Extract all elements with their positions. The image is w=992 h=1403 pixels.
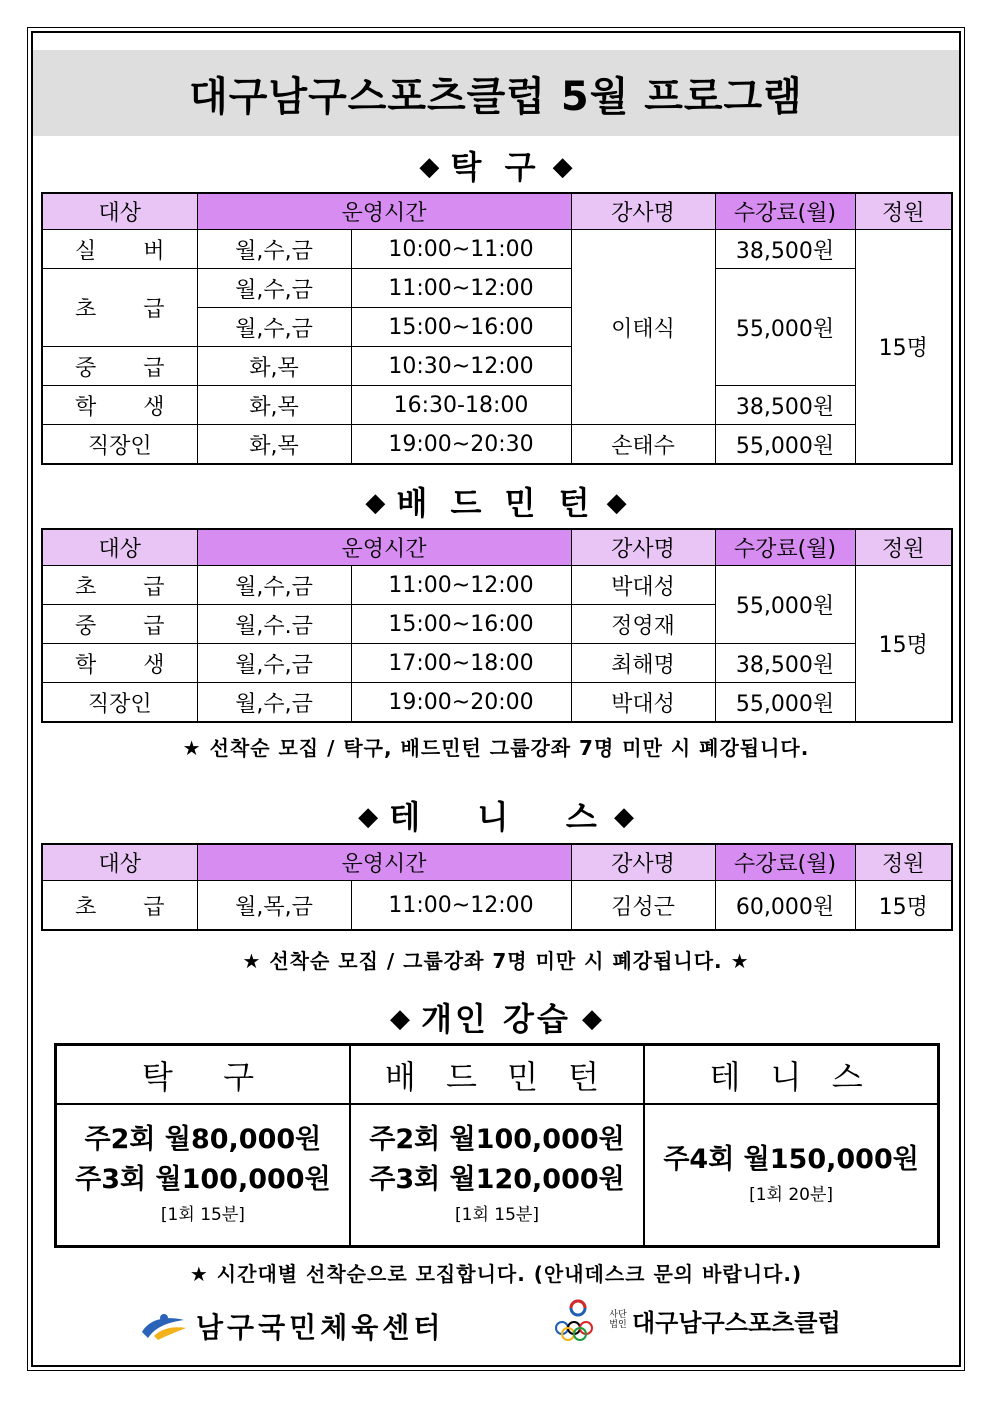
target-cell: 초 급 [42, 566, 197, 605]
instructor-cell: 이태식 [571, 230, 715, 425]
header-instructor: 강사명 [571, 193, 715, 230]
swoosh-logo-icon [140, 1310, 188, 1342]
fee-cell: 60,000원 [715, 881, 855, 931]
fee-cell: 55,000원 [715, 683, 855, 723]
header-fee: 수강료(월) [715, 529, 855, 566]
diamond-icon: ◆ [365, 488, 386, 518]
badminton-note: ★ 선착순 모집 / 탁구, 배드민턴 그룹강좌 7명 미만 시 폐강됩니다. [182, 736, 810, 760]
private-col-title: 탁 구 [56, 1045, 350, 1105]
days-cell: 월,수,금 [197, 230, 351, 269]
table-tennis-table [41, 192, 953, 465]
table-row [42, 881, 952, 931]
target-cell: 학 생 [42, 644, 197, 683]
private-price-cell [644, 1104, 938, 1247]
days-cell: 월,수,금 [197, 644, 351, 683]
time-cell: 19:00~20:00 [351, 683, 571, 723]
time-cell: 15:00~16:00 [351, 605, 571, 644]
days-cell: 화,목 [197, 386, 351, 425]
diamond-icon: ◆ [552, 152, 573, 182]
target-cell: 초 급 [42, 269, 197, 347]
time-cell: 10:00~11:00 [351, 230, 571, 269]
badminton-table [41, 528, 953, 723]
header-time: 운영시간 [197, 529, 571, 566]
fee-cell: 38,500원 [715, 644, 855, 683]
days-cell: 월,수,금 [197, 269, 351, 308]
instructor-cell: 박대성 [571, 566, 715, 605]
duration-label: [1회 15분] [160, 1205, 245, 1225]
fee-cell: 38,500원 [715, 230, 855, 269]
private-col-title: 테 니 스 [644, 1045, 938, 1105]
table-row [42, 386, 952, 425]
table-row [42, 566, 952, 605]
title-band [33, 50, 959, 136]
target-cell: 실 버 [42, 230, 197, 269]
days-cell: 월,목,금 [197, 881, 351, 931]
price-line: 주3회 월100,000원 [75, 1164, 331, 1195]
header-target: 대상 [42, 193, 197, 230]
private-lessons-table [54, 1043, 940, 1248]
time-cell: 15:00~16:00 [351, 308, 571, 347]
instructor-cell: 정영재 [571, 605, 715, 644]
right-logo-name: 대구남구스포츠클럽 [632, 1308, 841, 1337]
target-cell: 직장인 [42, 425, 197, 465]
price-line: 주3회 월120,000원 [369, 1164, 625, 1195]
time-cell: 16:30-18:00 [351, 386, 571, 425]
header-capacity: 정원 [855, 193, 952, 230]
table-row [42, 425, 952, 465]
header-fee: 수강료(월) [715, 193, 855, 230]
capacity-cell: 15명 [855, 881, 952, 931]
table-header-row [56, 1045, 939, 1105]
duration-label: [1회 20분] [749, 1185, 834, 1205]
days-cell: 월,수,금 [197, 566, 351, 605]
olympic-rings-icon [552, 1298, 604, 1342]
table-header-row [42, 844, 952, 881]
diamond-icon: ◆ [582, 1004, 603, 1034]
table-header-row [42, 529, 952, 566]
table-row [42, 683, 952, 723]
private-price-cell [350, 1104, 644, 1247]
table-row [42, 269, 952, 308]
days-cell: 월,수.금 [197, 605, 351, 644]
instructor-cell: 박대성 [571, 683, 715, 723]
badminton-heading-text: 배 드 민 턴 [396, 484, 596, 522]
fee-cell: 55,000원 [715, 269, 855, 386]
duration-label: [1회 15분] [455, 1205, 539, 1225]
table-row [42, 644, 952, 683]
header-target: 대상 [42, 529, 197, 566]
instructor-cell: 최해명 [571, 644, 715, 683]
time-cell: 11:00~12:00 [351, 269, 571, 308]
capacity-cell: 15명 [855, 566, 952, 723]
left-logo-name: 남구국민체육센터 [196, 1311, 445, 1344]
target-cell: 학 생 [42, 386, 197, 425]
header-instructor: 강사명 [571, 529, 715, 566]
private-heading [0, 994, 992, 1040]
header-target: 대상 [42, 844, 197, 881]
private-heading-text: 개인 강습 [421, 1000, 571, 1038]
target-cell: 중 급 [42, 605, 197, 644]
tennis-table [41, 843, 953, 931]
header-time: 운영시간 [197, 844, 571, 881]
time-cell: 11:00~12:00 [351, 881, 571, 931]
price-line: 주4회 월150,000원 [663, 1144, 919, 1175]
page-title: 대구남구스포츠클럽 5월 프로그램 [189, 73, 803, 120]
target-cell: 초 급 [42, 881, 197, 931]
fee-cell: 55,000원 [715, 425, 855, 465]
private-col-title: 배 드 민 턴 [350, 1045, 644, 1105]
tennis-heading [0, 792, 992, 838]
tennis-heading-text: 테 니 스 [389, 798, 603, 836]
fee-cell: 55,000원 [715, 566, 855, 644]
table-tennis-heading [0, 142, 992, 188]
price-line: 주2회 월100,000원 [369, 1124, 625, 1155]
days-cell: 월,수,금 [197, 683, 351, 723]
badminton-heading [0, 478, 992, 524]
time-cell: 19:00~20:30 [351, 425, 571, 465]
diamond-icon: ◆ [606, 488, 627, 518]
diamond-icon: ◆ [419, 152, 440, 182]
header-capacity: 정원 [855, 844, 952, 881]
header-fee: 수강료(월) [715, 844, 855, 881]
days-cell: 화,목 [197, 347, 351, 386]
header-capacity: 정원 [855, 529, 952, 566]
capacity-cell: 15명 [855, 230, 952, 465]
namgu-sports-center-logo [140, 1306, 444, 1346]
header-time: 운영시간 [197, 193, 571, 230]
table-row [56, 1104, 939, 1247]
private-note: ★ 시간대별 선착순으로 모집합니다. (안내데스크 문의 바랍니다.) [189, 1262, 803, 1286]
time-cell: 17:00~18:00 [351, 644, 571, 683]
instructor-cell: 손태수 [571, 425, 715, 465]
diamond-icon: ◆ [358, 802, 379, 832]
time-cell: 10:30~12:00 [351, 347, 571, 386]
diamond-icon: ◆ [613, 802, 634, 832]
table-header-row [42, 193, 952, 230]
time-cell: 11:00~12:00 [351, 566, 571, 605]
instructor-cell: 김성근 [571, 881, 715, 931]
private-price-cell [56, 1104, 350, 1247]
table-row [42, 230, 952, 269]
corporation-label: 사단법인 [609, 1310, 627, 1330]
target-cell: 중 급 [42, 347, 197, 386]
tennis-note: ★ 선착순 모집 / 그룹강좌 7명 미만 시 폐강됩니다. ★ [242, 949, 750, 973]
table-tennis-heading-text: 탁 구 [450, 148, 542, 186]
price-line: 주2회 월80,000원 [84, 1124, 322, 1155]
header-instructor: 강사명 [571, 844, 715, 881]
target-cell: 직장인 [42, 683, 197, 723]
fee-cell: 38,500원 [715, 386, 855, 425]
days-cell: 화,목 [197, 425, 351, 465]
days-cell: 월,수,금 [197, 308, 351, 347]
diamond-icon: ◆ [389, 1004, 410, 1034]
daegu-namgu-sports-club-logo [552, 1298, 841, 1342]
